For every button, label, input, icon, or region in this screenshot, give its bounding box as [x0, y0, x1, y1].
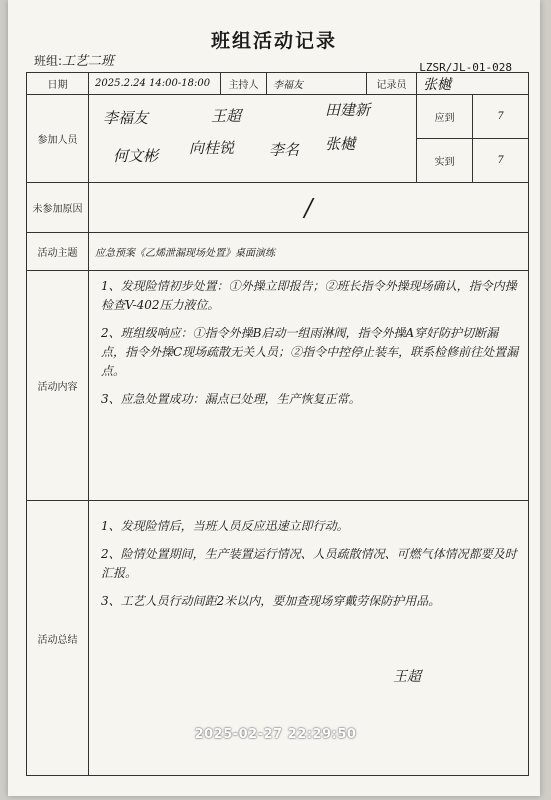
absence-row — [27, 183, 529, 233]
date-label: 日期 — [27, 73, 89, 95]
attendance-label: 参加人员 — [27, 95, 89, 183]
date-row — [27, 73, 529, 95]
form-code: LZSR/JL-01-028 — [419, 61, 512, 74]
team-line — [34, 50, 114, 69]
content-row — [27, 271, 529, 501]
theme-label: 活动主题 — [27, 233, 89, 271]
theme-value: 应急预案《乙烯泄漏现场处置》桌面演练 — [89, 233, 529, 271]
actual-value: 7 — [473, 139, 529, 183]
attendance-row — [27, 95, 529, 139]
absence-label: 未参加原因 — [27, 183, 89, 233]
team-label: 班组: — [34, 54, 63, 68]
host-label: 主持人 — [221, 73, 267, 95]
summary-signature: 王超 — [393, 669, 421, 685]
summary-item: 3、工艺人员行动间距2米以内，要加查现场穿戴劳保防护用品。 — [101, 594, 441, 608]
recorder-label: 记录员 — [367, 73, 417, 95]
summary-label: 活动总结 — [27, 501, 89, 776]
attendee-name: 李名 — [269, 140, 300, 159]
page-title: 班组活动记录 — [210, 30, 337, 52]
actual-label: 实到 — [417, 139, 473, 183]
summary-item: 2、险情处置期间，生产装置运行情况、人员疏散情况、可燃气体情况都要及时汇报。 — [101, 547, 517, 580]
host-value: 李福友 — [267, 73, 367, 95]
theme-row — [27, 233, 529, 271]
content-item: 2、班组级响应：①指令外操B启动一组雨淋阀，指令外操A穿好防护切断漏点，指令外操C现场疏散无关人员；②指令中控停止装车，联系检修前往处置漏点。 — [101, 326, 519, 378]
content-item: 3、应急处置成功：漏点已处理，生产恢复正常。 — [101, 392, 361, 406]
attendee-name: 何文彬 — [113, 146, 159, 165]
attendee-name: 张樾 — [325, 134, 356, 153]
attendee-name: 李福友 — [103, 108, 149, 127]
expected-value: 7 — [473, 95, 529, 139]
content-item: 1、发现险情初步处置：①外操立即报告；②班长指令外操现场确认，指令内操检查V-402压力液位。 — [101, 279, 517, 312]
absence-value: / — [304, 193, 313, 222]
date-value: 2025.2.24 14:00-18:00 — [89, 73, 221, 95]
summary-item: 1、发现险情后，当班人员反应迅速立即行动。 — [101, 519, 349, 533]
expected-label: 应到 — [417, 95, 473, 139]
team-value: 工艺二班 — [62, 54, 115, 69]
attendee-name: 田建新 — [325, 100, 371, 119]
attendee-names — [89, 95, 417, 183]
recorder-value: 张樾 — [417, 73, 529, 95]
content-label: 活动内容 — [27, 271, 89, 501]
attendee-name: 向桂锐 — [189, 138, 235, 157]
attendee-name: 王超 — [211, 106, 242, 125]
form-sheet — [8, 0, 540, 796]
content-body — [89, 271, 529, 501]
photo-timestamp: 2025-02-27 22:29:50 — [194, 727, 357, 742]
record-table — [26, 72, 529, 776]
